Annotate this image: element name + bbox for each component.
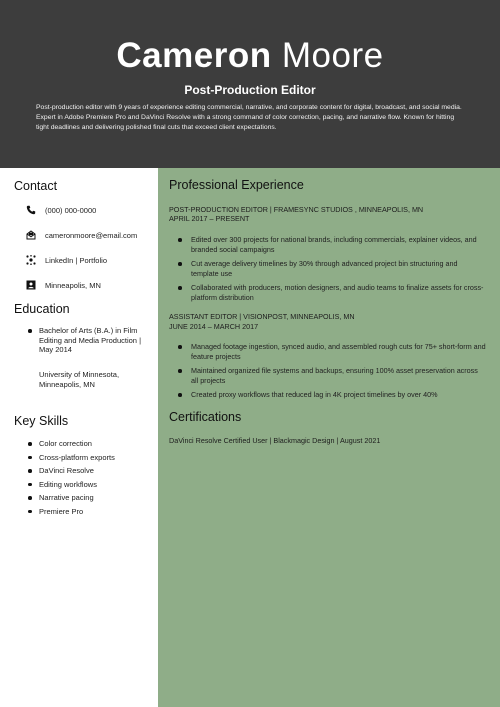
job-dates: JUNE 2014 – MARCH 2017 (169, 322, 259, 331)
mail-icon (26, 230, 36, 240)
skill-item: Color correction (26, 439, 154, 449)
skill-item: Narrative pacing (26, 493, 154, 503)
education-school: University of Minnesota, Minneapolis, MN (39, 370, 120, 389)
contact-email[interactable] (26, 229, 154, 241)
job-dates: APRIL 2017 – PRESENT (169, 214, 250, 223)
certification-item: DaVinci Resolve Certified User | Blackmagic Design | August 2021 (169, 436, 381, 445)
job-bullet: Maintained organized file systems and backups, ensuring 100% asset preservation across all projects (169, 366, 487, 385)
certifications-heading: Certifications (169, 410, 242, 424)
first-name: Cameron (116, 36, 272, 75)
job-heading: ASSISTANT EDITOR | VISIONPOST, MINNEAPOLIS, MN (169, 312, 355, 321)
links-text[interactable]: LinkedIn | Portfolio (45, 255, 107, 265)
contact-heading: Contact (14, 179, 58, 193)
left-column (0, 168, 158, 707)
job-bullets (169, 342, 487, 405)
last-name: Moore (281, 36, 384, 75)
contact-location (26, 279, 154, 291)
email-text[interactable]: cameronmoore@email.com (45, 230, 138, 240)
location-icon (26, 280, 36, 290)
profile-summary: Post-production editor with 9 years of experience editing commercial, narrative, and corporate content for digital, broadcast, and social media. Expert in Adobe Premiere Pro and DaVinci Resolve with a strong command of color correction, pacing, and narrative flow. Known for hitting tight deadlines and delivering polished final cuts that exceed client expectations. (36, 104, 462, 131)
experience-heading: Professional Experience (169, 178, 304, 192)
job-bullet: Collaborated with producers, motion designers, and audio teams to finalize assets for cross-platform distribution (169, 283, 487, 302)
education-degree: Bachelor of Arts (B.A.) in Film Editing and Media Production | May 2014 (26, 326, 154, 355)
education-list (26, 326, 154, 355)
skill-item: Cross-platform exports (26, 453, 154, 463)
skill-item: Editing workflows (26, 480, 154, 490)
job-bullet: Created proxy workflows that reduced lag in 4K project timelines by over 40% (169, 390, 487, 400)
phone-text: (000) 000-0000 (45, 205, 97, 215)
skill-item: DaVinci Resolve (26, 466, 154, 476)
network-icon (26, 255, 36, 265)
skill-item: Premiere Pro (26, 507, 154, 517)
skills-heading: Key Skills (14, 414, 69, 428)
skills-list (26, 439, 154, 520)
header-banner (0, 0, 500, 168)
contact-links[interactable] (26, 254, 154, 266)
job-bullet: Cut average delivery timelines by 30% through advanced project bin structuring and template use (169, 259, 487, 278)
job-bullet: Edited over 300 projects for national brands, including commercials, explainer videos, and branded social campaigns (169, 235, 487, 254)
job-title: Post-Production Editor (184, 83, 316, 97)
location-text: Minneapolis, MN (45, 280, 101, 290)
phone-icon (26, 205, 36, 215)
job-bullets (169, 235, 487, 307)
contact-phone (26, 204, 154, 216)
job-heading: POST-PRODUCTION EDITOR | FRAMESYNC STUDIOS , MINNEAPOLIS, MN (169, 205, 424, 214)
candidate-name (0, 36, 500, 76)
job-bullet: Managed footage ingestion, synced audio, and assembled rough cuts for 75+ short-form and feature projects (169, 342, 487, 361)
education-heading: Education (14, 302, 70, 316)
